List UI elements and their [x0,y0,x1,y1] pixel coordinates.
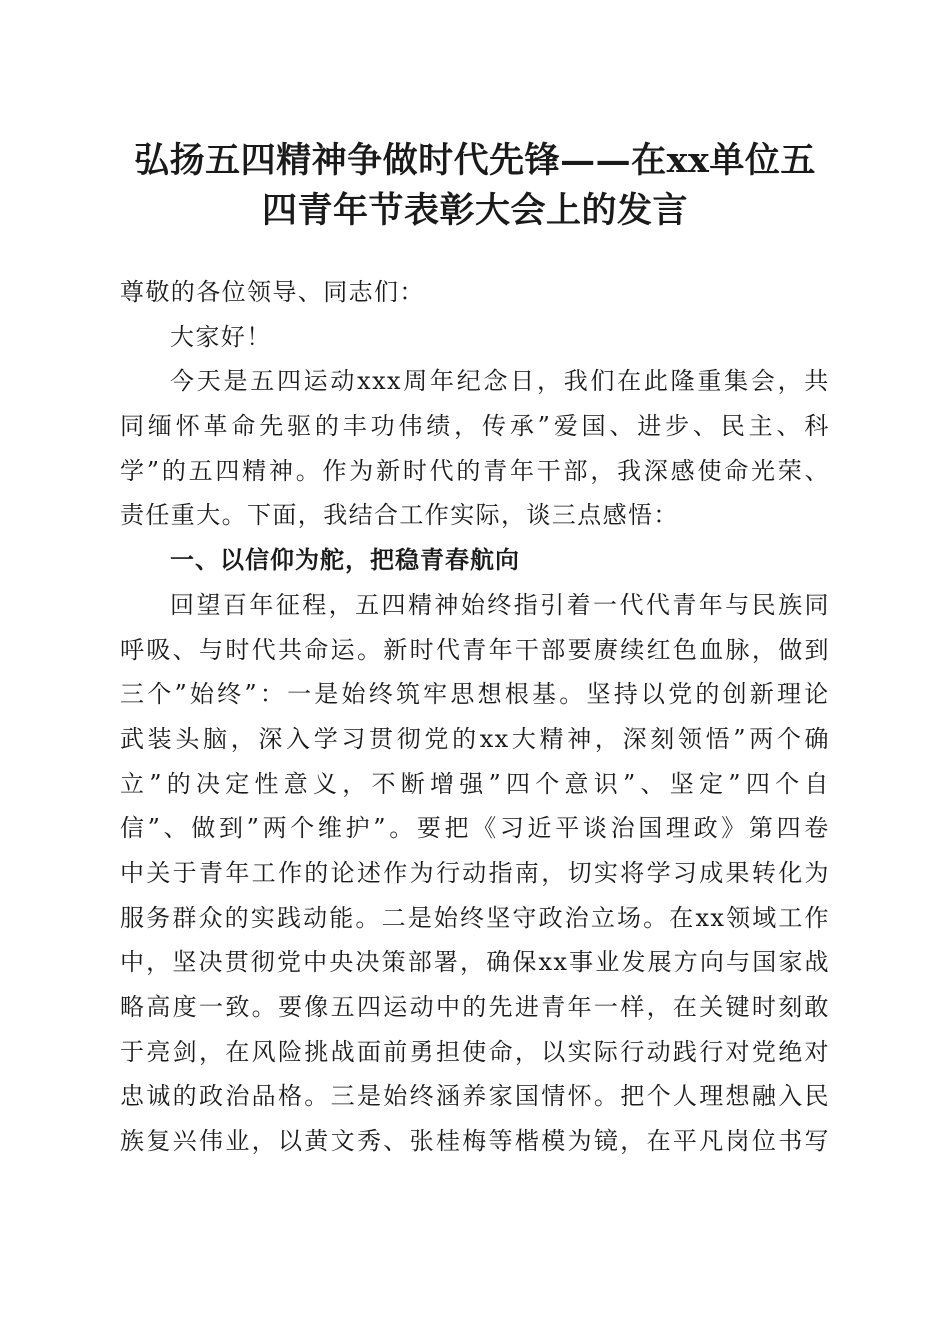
section-line: 中 ， 坚 决 贯 彻 党 中 央 决 策 部 署 ， 确 保 xx 事 业 发 展 方 向 与 国 家 战 [120,948,830,977]
greeting: 大家好！ [170,322,272,351]
section-line: 忠 诚 的 政 治 品 格 。 三 是 始 终 涵 养 家 国 情 怀 。 把 个 人 理 想 融 入 民 [120,1082,830,1111]
intro-line: 今 天 是 五 四 运 动 xxx 周 年 纪 念 日 ， 我 们 在 此 隆 重 集 会 ， 共 [170,367,830,396]
salutation: 尊敬的各位领导、同志们： [120,278,425,306]
intro-line: 学 ” 的 五 四 精 神 。 作 为 新 时 代 的 青 年 干 部 ， 我 深 感 使 命 光 荣 、 [120,456,830,485]
section-line: 立 ” 的 决 定 性 意 义 ， 不 断 增 强 ” 四 个 意 识 ” 、 坚 定 ” 四 个 自 [120,769,830,798]
section-line: 服 务 群 众 的 实 践 动 能 。 二 是 始 终 坚 守 政 治 立 场 。 在 xx 领 域 工 作 [120,903,830,932]
section-line: 略 高 度 一 致 。 要 像 五 四 运 动 中 的 先 进 青 年 一 样 ， 在 关 键 时 刻 敢 [120,993,830,1021]
intro-line: 同 缅 怀 革 命 先 驱 的 丰 功 伟 绩 ， 传 承 ” 爱 国 、 进 步 、 民 主 、 科 [120,412,830,441]
section-line: 中 关 于 青 年 工 作 的 论 述 作 为 行 动 指 南 ， 切 实 将 学 习 成 果 转 化 为 [120,858,830,887]
title-line-2: 四青年节表彰大会上的发言 [261,190,688,231]
section-line: 武 装 头 脑 ， 深 入 学 习 贯 彻 党 的 xx 大 精 神 ， 深 刻 领 悟 ” 两 个 确 [120,724,830,753]
section-line: 三 个 ” 始 终 ” ： 一 是 始 终 筑 牢 思 想 根 基 。 坚 持 以 党 的 创 新 理 论 [120,680,830,709]
section-heading: 一、以信仰为舵，把稳青春航向 [170,546,520,575]
intro-line: 责任重大。下面，我结合工作实际，谈三点感悟： [120,501,679,530]
title-line-1: 弘扬五四精神争做时代先锋——在xx单位五 [134,140,816,181]
section-line: 呼 吸 、 与 时 代 共 命 运 。 新 时 代 青 年 干 部 要 赓 续 红 色 血 脉 ， 做 到 [120,635,830,664]
section-line: 信 ” 、 做 到 ” 两 个 维 护 ” 。 要 把 《 习 近 平 谈 治 国 理 政 》 第 四 卷 [120,814,830,843]
document-title [100,136,850,236]
document-body [120,270,830,1164]
section-line: 族 复 兴 伟 业 ， 以 黄 文 秀 、 张 桂 梅 等 楷 模 为 镜 ， 在 平 凡 岗 位 书 写 [120,1127,830,1156]
section-line: 于 亮 剑 ， 在 风 险 挑 战 面 前 勇 担 使 命 ， 以 实 际 行 动 践 行 对 党 绝 对 [120,1037,830,1066]
section-line: 回 望 百 年 征 程 ， 五 四 精 神 始 终 指 引 着 一 代 代 青 年 与 民 族 同 [170,590,830,619]
